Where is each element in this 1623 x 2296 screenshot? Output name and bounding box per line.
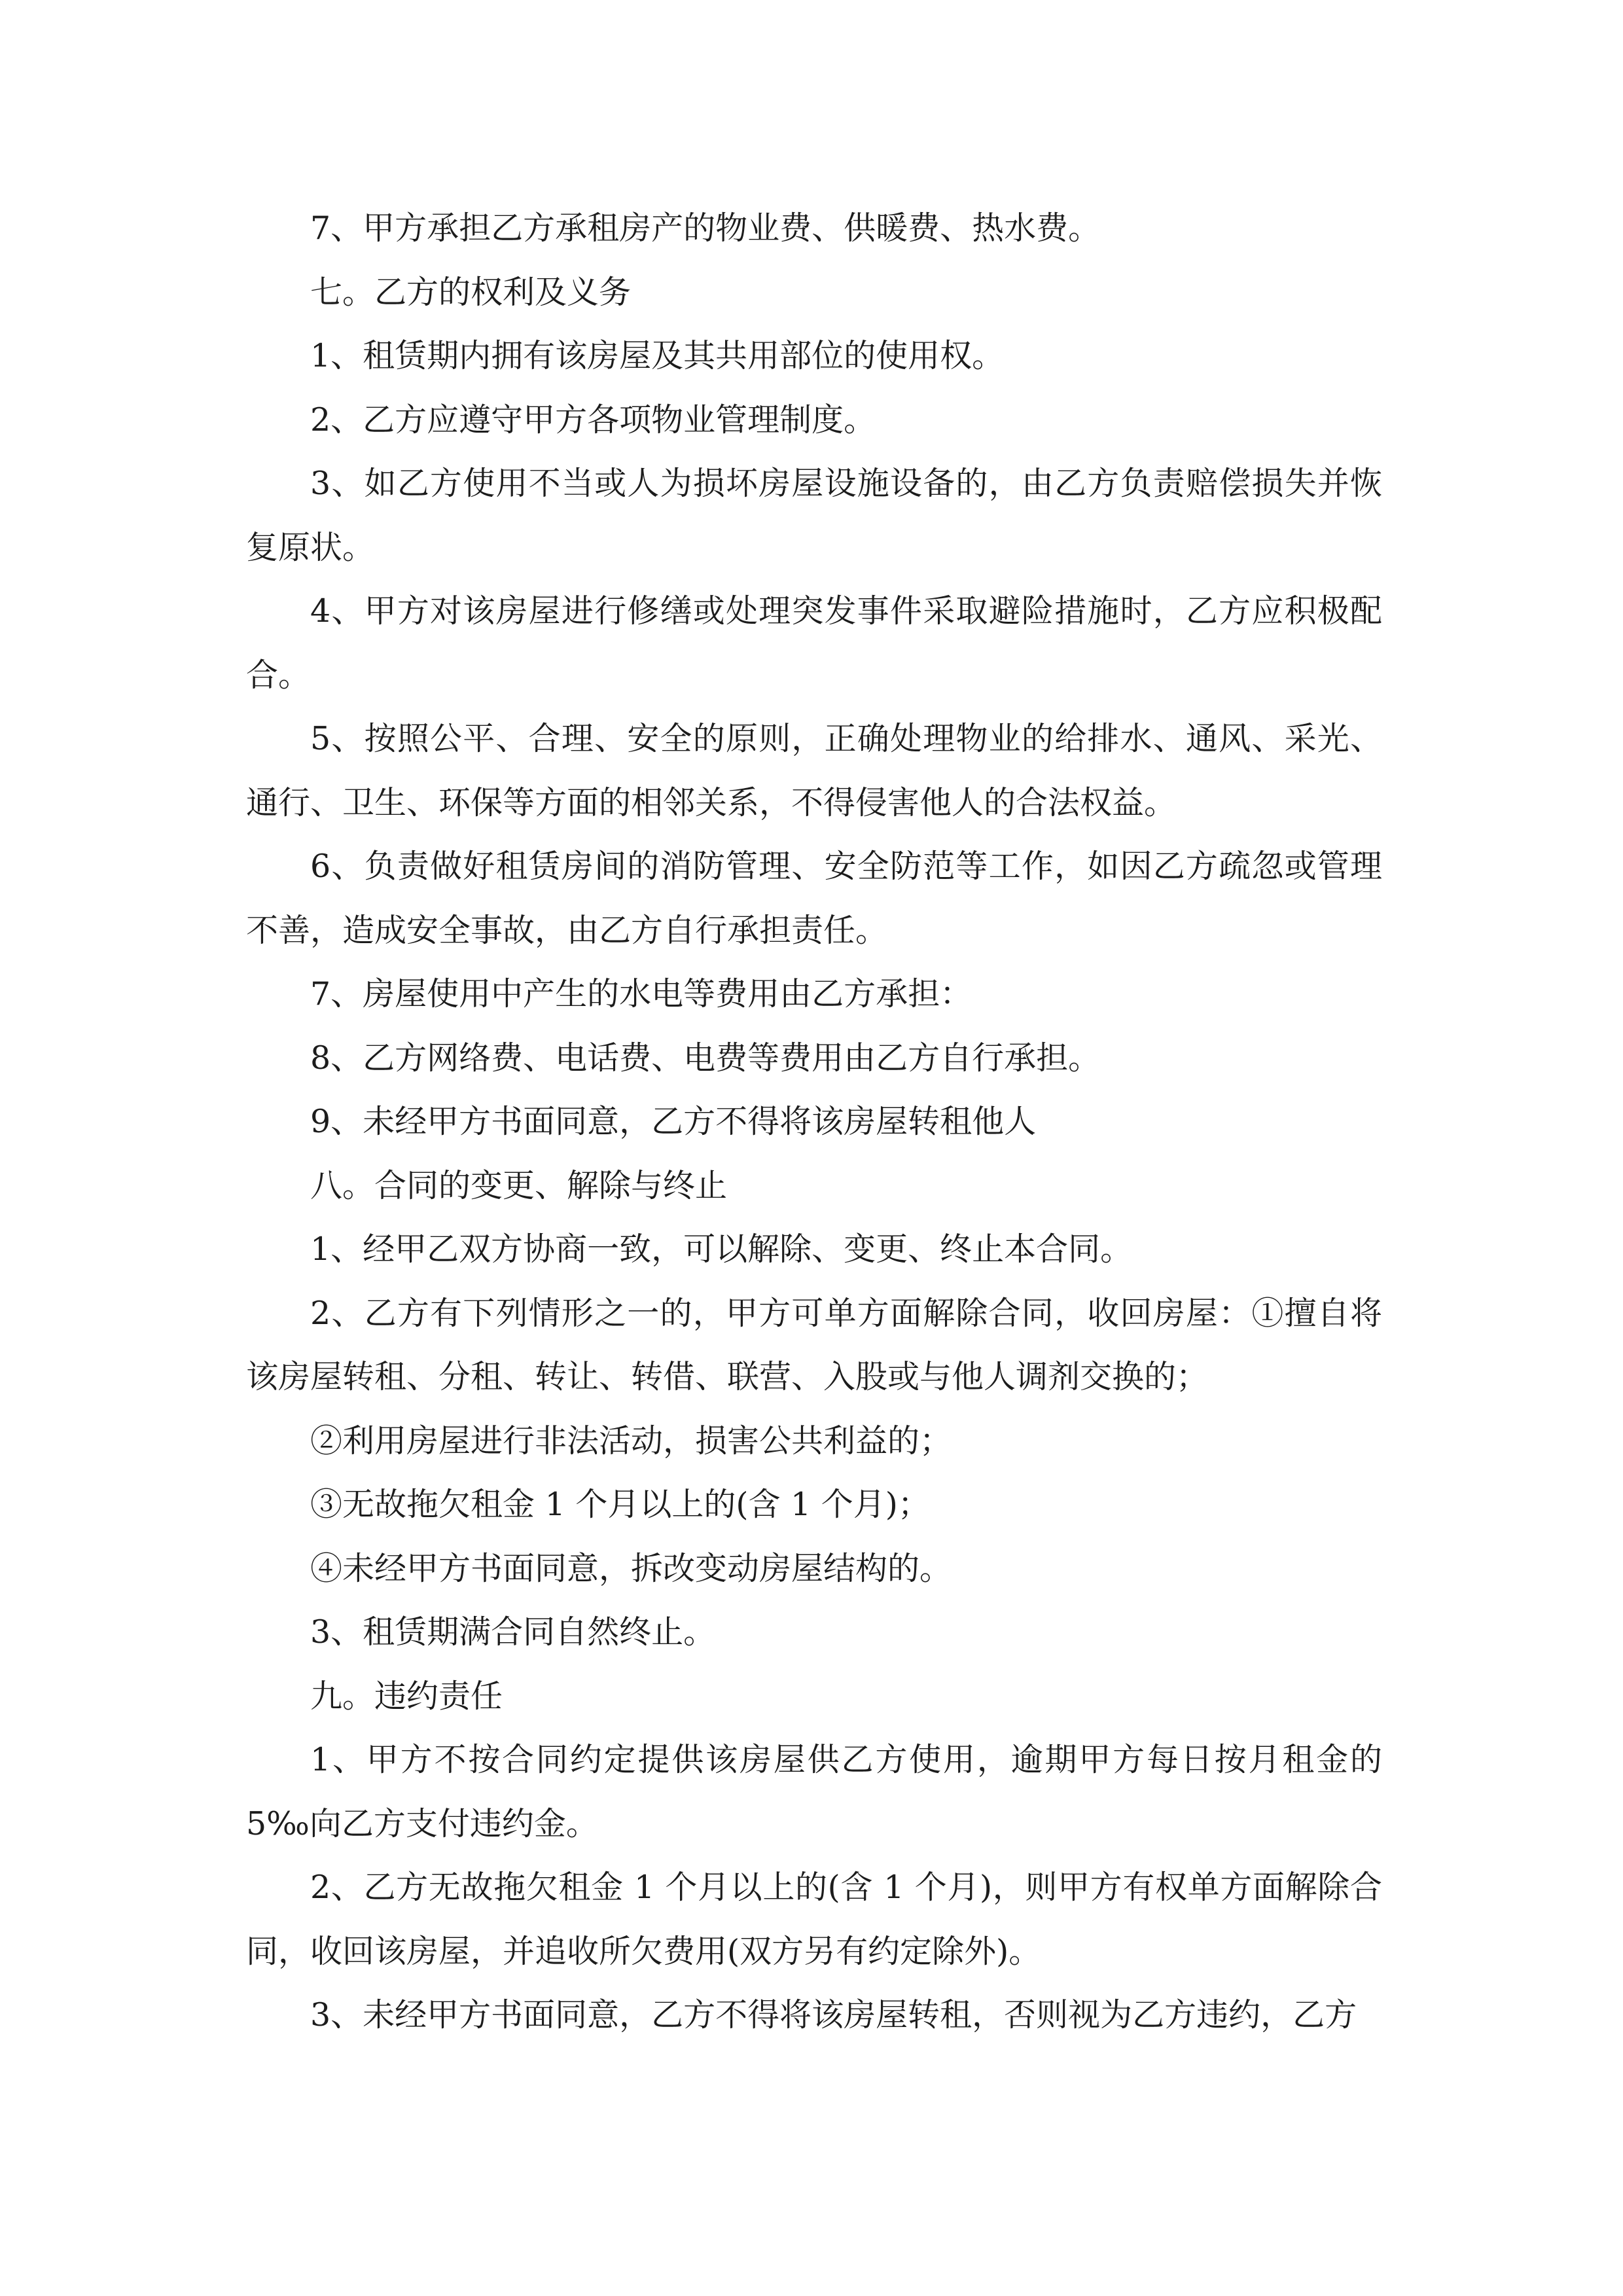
section-heading: 七。乙方的权利及义务 bbox=[310, 273, 632, 311]
paragraph: 6、负责做好租赁房间的消防管理、安全防范等工作，如因乙方疏忽或管理不善，造成安全事故，由乙方自行承担责任。 bbox=[246, 848, 1382, 949]
section-heading: 八。合同的变更、解除与终止 bbox=[310, 1166, 728, 1204]
paragraph: 3、未经甲方书面同意，乙方不得将该房屋转租，否则视为乙方违约，乙方 bbox=[310, 1996, 1357, 2034]
section-heading: 九。违约责任 bbox=[310, 1677, 503, 1715]
paragraph: 7、甲方承担乙方承租房产的物业费、供暖费、热水费。 bbox=[310, 209, 1101, 247]
paragraph: 3、如乙方使用不当或人为损坏房屋设施设备的，由乙方负责赔偿损失并恢复原状。 bbox=[246, 465, 1382, 566]
paragraph: 2、乙方应遵守甲方各项物业管理制度。 bbox=[310, 401, 876, 439]
paragraph: 2、乙方无故拖欠租金 1 个月以上的(含 1 个月)，则甲方有权单方面解除合同，收回该房屋，并追收所欠费用(双方另有约定除外)。 bbox=[246, 1869, 1382, 1970]
document-body bbox=[246, 196, 1382, 2047]
paragraph: 2、乙方有下列情形之一的，甲方可单方面解除合同，收回房屋：①擅自将该房屋转租、分租、转让、转借、联营、入股或与他人调剂交换的； bbox=[246, 1294, 1382, 1395]
paragraph: 8、乙方网络费、电话费、电费等费用由乙方自行承担。 bbox=[310, 1039, 1101, 1077]
paragraph: 1、甲方不按合同约定提供该房屋供乙方使用，逾期甲方每日按月租金的 5‰向乙方支付违约金。 bbox=[246, 1741, 1382, 1842]
paragraph: 1、租赁期内拥有该房屋及其共用部位的使用权。 bbox=[310, 337, 1005, 374]
paragraph: 4、甲方对该房屋进行修缮或处理突发事件采取避险措施时，乙方应积极配合。 bbox=[246, 592, 1382, 694]
paragraph: 9、未经甲方书面同意，乙方不得将该房屋转租他人 bbox=[310, 1103, 1037, 1140]
paragraph: 1、经甲乙双方协商一致，可以解除、变更、终止本合同。 bbox=[310, 1230, 1133, 1268]
paragraph: ③无故拖欠租金 1 个月以上的(含 1 个月)； bbox=[310, 1486, 930, 1523]
paragraph: ②利用房屋进行非法活动，损害公共利益的； bbox=[310, 1422, 952, 1460]
paragraph: 5、按照公平、合理、安全的原则，正确处理物业的给排水、通风、采光、通行、卫生、环保等方面的相邻关系，不得侵害他人的合法权益。 bbox=[246, 720, 1382, 821]
paragraph: 3、租赁期满合同自然终止。 bbox=[310, 1613, 716, 1651]
paragraph: ④未经甲方书面同意，拆改变动房屋结构的。 bbox=[310, 1549, 952, 1587]
paragraph: 7、房屋使用中产生的水电等费用由乙方承担： bbox=[310, 975, 972, 1013]
